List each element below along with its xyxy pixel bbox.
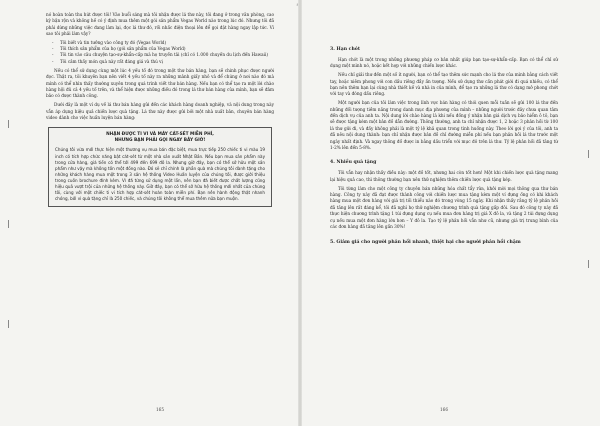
reason-item: - Tôi biết và tin tưởng vào công ty đó (Vegas World) [60, 40, 274, 46]
deadline-paragraph-1: Hạn chót là một trong những phương pháp cơ bản nhất giúp bạn tạo-sự-khẩn-cấp. Bạn có thể chỉ sử dụng một mình nó, hoặc kết hợp với những chiến lược khác. [330, 57, 558, 69]
scan-margin-mark [8, 120, 15, 128]
left-paragraph-2: Dưới đây là một ví dụ về lá thư bán hàng gửi đến các khách hàng doanh nghiệp, và nội dung trong này vẫn áp dụng hiệu quả chiến lược quà tặng. Lá thư này được gửi bởi một nhà xuất bản, chuyên bán hàng video dành cho việc huấn luyện bán hàng: [46, 102, 274, 121]
sample-letter-title-line-1: NHẬN ĐƯỢC TI VI VÀ MÁY CÁT-SÉT MIỄN PHÍ, [106, 132, 214, 138]
scan-margin-mark [588, 260, 595, 268]
scan-margin-mark [588, 150, 595, 158]
left-paragraph-1: Nếu có thể sử dụng cùng một lúc 4 yếu tố đó trong một thư bán hàng, bạn sẽ chinh phục được người đọc. Thật ra, tôi khuyên bạn nên viết 4 yếu tố này ra những mảnh giấy nhỏ và để chúng ở nơi nào đó mà mình có thể nhìn thấy thường xuyên trong quá trình viết thư bán hàng. Nếu bạn có thể tạo ra một lời chào hàng hội đủ cả 4 yếu tố trên, và thể hiện được những điều đó trong lá thư bán hàng của mình, bạn sẽ đảm bảo có được thành công. [46, 67, 274, 99]
section-heading-discount: 5. Giảm giá cho người phản hồi nhanh, thiệt hại cho người phản hồi chậm [330, 239, 521, 245]
gifts-paragraph-1: Tôi vẫn hay nhận thấy điều này: một đồ tốt, nhưng hai còn tốt hơn! Một khi chiến lược quà tặng mang lại hiệu quả cao, thì thông thường bạn nên thử nghiệm thêm chiến lược quà tặng kép. [330, 170, 558, 182]
left-intro-paragraph: nó hoàn toàn thu hút được tôi! Vào buổi sáng mà tôi nhận được lá thư này, tôi đang ở trong văn phòng, cao kỳ bận rộn và không hề có ý định mua thêm một gói sản phẩm Vegas World nào trong lúc đó. Nhưng tôi đã phải dừng những việc đang làm lại, đọc lá thư đó, rồi nhấc điện thoại lên để gọi đặt hàng ngay lập tức. Vì sao tôi phải làm vậy? [46, 12, 274, 37]
reason-item: - Tôi tin vào câu chuyện tạo-sự-khẩn-cấp mà họ truyền tải (chỉ có 1.000 chuyến du lịch đến Hawaii) [60, 52, 274, 58]
right-page [330, 12, 558, 412]
sample-letter-body: Chúng tôi vừa mới thực hiện một thương vụ mua bán đặc biệt, mua trực tiếp 250 chiếc ti vi màu 19 inch có tích hợp chức năng bật cát-sét từ một nhà sản xuất Nhật Bản. Nếu bạn mua sản phẩm này trong cửa hàng, giá tiền có thể tới 499 đến 699 đô la. Nhưng giờ đây, bạn có thể sở hữu một sản phẩm như vậy mà không tốn một đồng nào. Đó sẽ chỉ chính là phần quà mà chúng tôi dành tặng cho những khách hàng mua một trong 3 sản hệ thống Video Huấn luyện của chúng tôi, được giới thiệu trong cuốn brochure đính kèm. Vì đã từng sử dụng một lần, nên bạn đã biết được chất lượng cũng hiệu quả vượt trội của những hệ thống này. Giờ đây, bạn có thể sở hữu hệ thống mới nhất của chúng tôi, cùng với một chiếc ti vi tích hợp cát-sét hoàn toàn miễn phí. Bạn nên hành động thật nhanh chóng, bởi vì quà tặng chỉ là 250 chiếc, và chúng tôi không thể mua thêm nữa bạn muộn. [55, 147, 265, 202]
sample-letter-box [48, 127, 272, 207]
right-page-number: 166 [440, 407, 448, 412]
gifts-paragraph-2: Tôi từng làm cho một công ty chuyên bán những hóa chất tẩy rửa, khởi mời mọi thông qua thư bán hàng. Công ty này đã đạt được thành công với chiến lược mua tặng kèm một ví đựng ống có khi khách hàng mua một đơn hàng với giá trị tối thiểu nào đó trong vòng 15 ngày. Khi nhận thấy rằng tỷ lệ phản hồi đã tăng lên rất đáng kể, tôi đã nghĩ họ thử nghiệm chương trình quà tặng gấp đôi. Sau đó công ty này đã thực hiện chương trình tặng 1 túi đựng dụng cụ nếu mua đơn hàng trị giá X đô la, và tặng 2 túi đựng dụng cụ nếu mua một đơn hàng lớn hơn – Y đô la. Tạo tỷ lệ phản hồi vẫn như cũ, nhưng giá trị trung bình của các đơn hàng đã tăng lên gần 30%! [330, 185, 558, 230]
scan-margin-mark [8, 220, 15, 228]
reasons-list [60, 40, 274, 65]
section-heading-multiple-gifts: 4. Nhiều quà tặng [330, 160, 377, 166]
left-page [46, 12, 274, 412]
left-page-number: 165 [156, 407, 164, 412]
sample-letter-title-line-2: NHƯNG BẠN PHẢI GỌI NGAY BÂY GIỜ! [114, 138, 206, 144]
sample-letter-title [55, 132, 265, 144]
scan-margin-mark [8, 320, 15, 328]
reason-item: - Tôi cảm thấy món quà này rất đáng giá và thú vị [60, 59, 274, 65]
deadline-paragraph-3: Một người bạn của tôi làm việc trong lĩnh vực bán hàng có thói quen mỗi tuần sẽ gửi 100 lá thư đến những đối tượng tiềm năng trong danh mục địa phương của mình – những người trước đây chưa quan tâm đến dịch vụ của anh ta. Nội dung lời chào hàng là khi nếu đồng ý nhận bản giá dịch vụ bảo hiểm ô tô, bạn sẽ được tặng kèm một bản đồ dẫn đường. Thông thường, anh ta chỉ nhận được 1, 2 hoặc 3 phản hồi từ 100 lá thư gửi đi, và đấy không phải là một tỷ lệ khả quan trong tình huống này. Theo lời gợi ý của tôi, anh ta đã nêu nội dung thành: bạn chỉ nhận được bản đồ chỉ đường miễn phí nếu bạn phản hồi lá thư trước một ngày nhất định. Và ngay thông đồ được in bằng dấu triển với mục đỏ trên lá thư. Tỷ lệ phản hồi đã tăng từ 1-2% lên đến 5-8%. [330, 100, 558, 151]
deadline-paragraph-2: Nếu chỉ giải thư đến một số ít người, bạn có thể tạo thêm sức mạnh cho lá thư của mình bằng cách viết tay, hoặc niêm phong với con dấu riêng đầy ấn tượng. Nếu sử dụng thư cần phát giới đi quá nhiều, có thể bạn nên thêm hạn lại cùng nhà thiết kế và nhà in của mình, để tạo ra những lá thư có dạng mở phong chớt với tay và đóng dấu riêng. [330, 72, 558, 97]
section-heading-deadline: 3. Hạn chót [330, 47, 360, 52]
reason-item: - Tôi thích sản phẩm của họ (gói sản phẩm của Vegas World) [60, 46, 274, 52]
book-gutter [298, 0, 302, 426]
